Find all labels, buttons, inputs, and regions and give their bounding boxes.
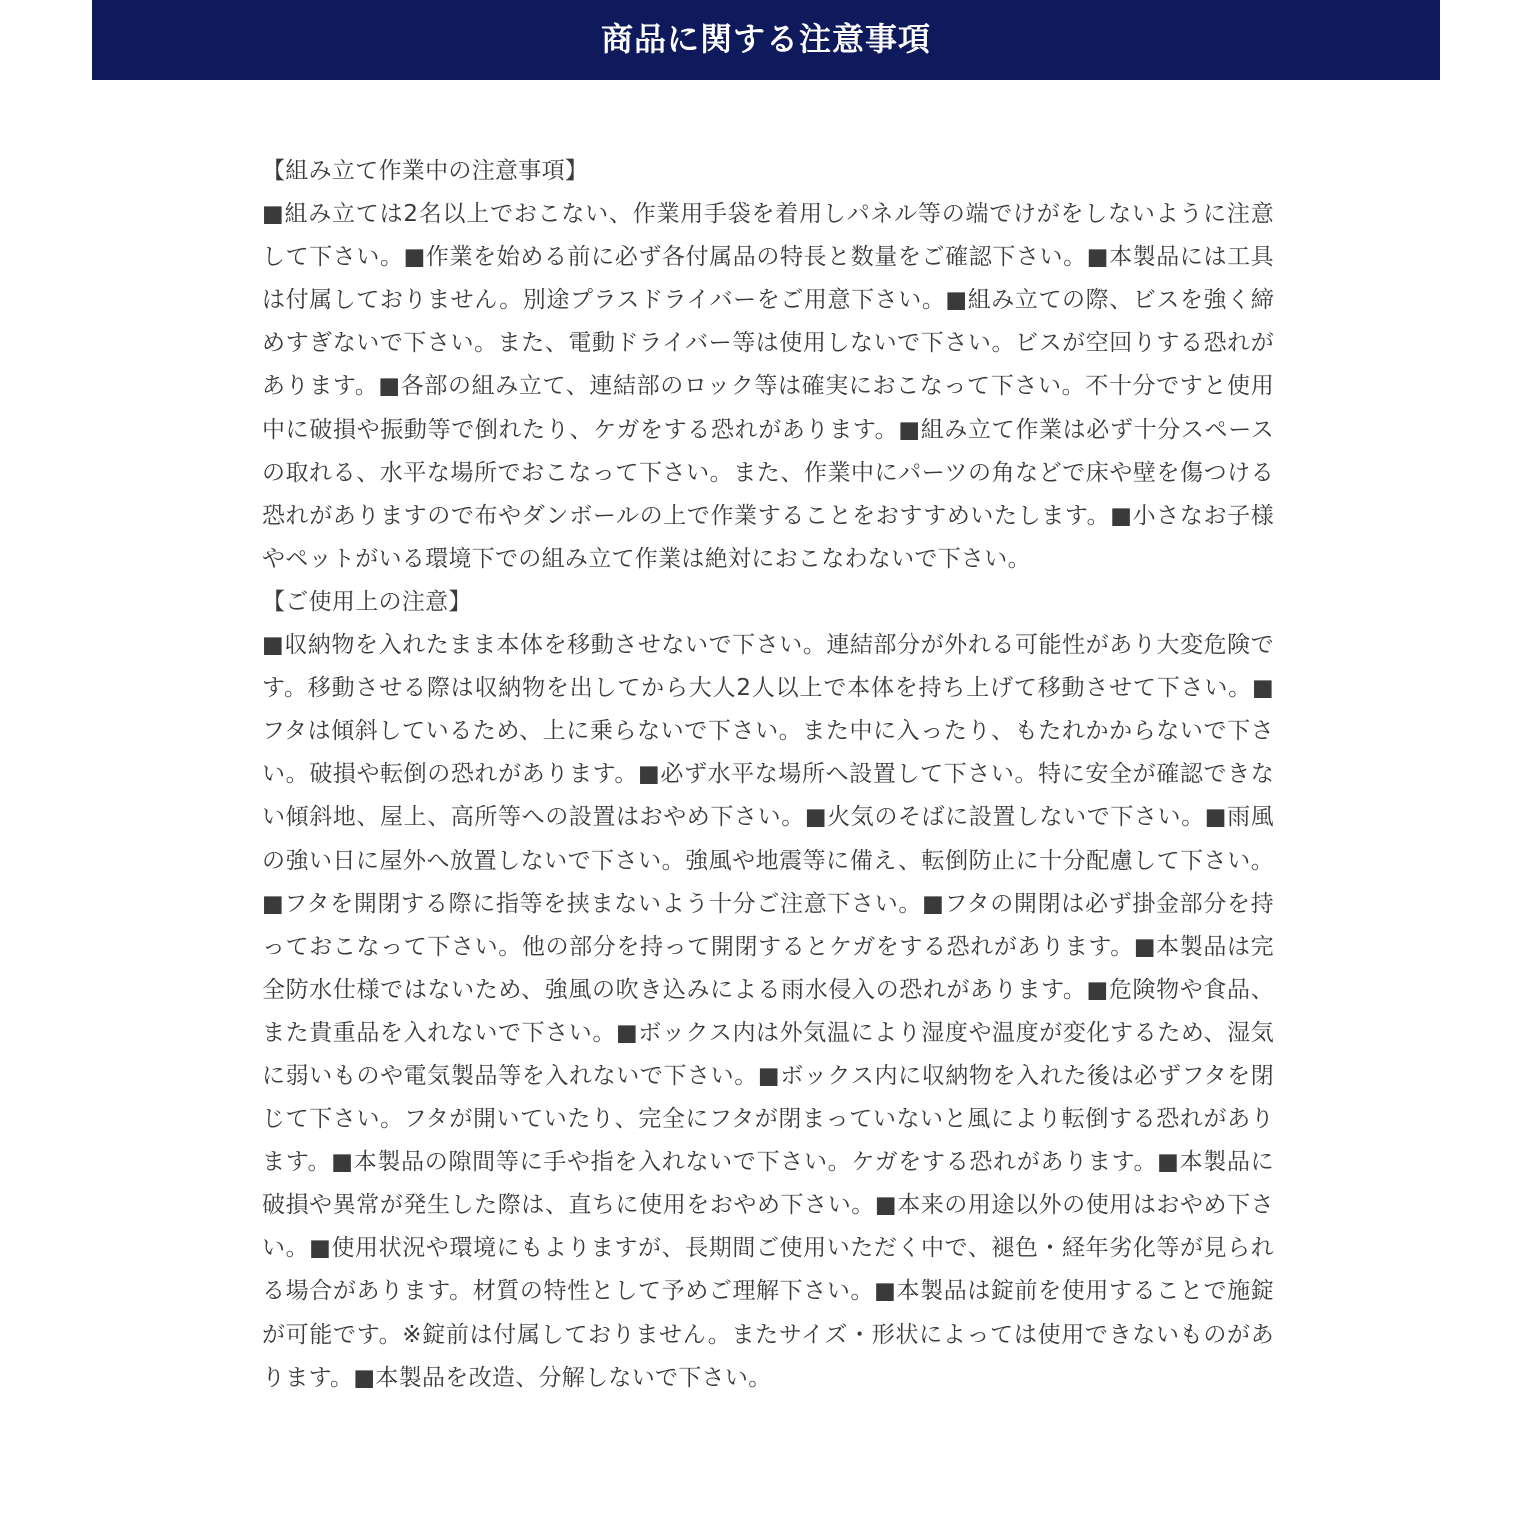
assembly-section	[262, 150, 1274, 581]
usage-section-body: ■収納物を入れたまま本体を移動させないで下さい。連結部分が外れる可能性があり大変危険です。移動させる際は収納物を出してから大人2人以上で本体を持ち上げて移動させて下さい。■フタは傾斜しているため、上に乗らないで下さい。また中に入ったり、もたれかからないで下さい。破損や転倒の恐れがあります。■必ず水平な場所へ設置して下さい。特に安全が確認できない傾斜地、屋上、高所等への設置はおやめ下さい。■火気のそばに設置しないで下さい。■雨風の強い日に屋外へ放置しないで下さい。強風や地震等に備え、転倒防止に十分配慮して下さい。■フタを開閉する際に指等を挟まないよう十分ご注意下さい。■フタの開閉は必ず掛金部分を持っておこなって下さい。他の部分を持って開閉するとケガをする恐れがあります。■本製品は完全防水仕様ではないため、強風の吹き込みによる雨水侵入の恐れがあります。■危険物や食品、また貴重品を入れないで下さい。■ボックス内は外気温により湿度や温度が変化するため、湿気に弱いものや電気製品等を入れないで下さい。■ボックス内に収納物を入れた後は必ずフタを閉じて下さい。フタが開いていたり、完全にフタが閉まっていないと風により転倒する恐れがあります。■本製品の隙間等に手や指を入れないで下さい。ケガをする恐れがあります。■本製品に破損や異常が発生した際は、直ちに使用をおやめ下さい。■本来の用途以外の使用はおやめ下さい。■使用状況や環境にもよりますが、長期間ご使用いただく中で、褪色・経年劣化等が見られる場合があります。材質の特性として予めご理解下さい。■本製品は錠前を使用することで施錠が可能です。※錠前は付属しておりません。またサイズ・形状によっては使用できないものがあります。■本製品を改造、分解しないで下さい。	[262, 632, 1274, 1391]
page-title: 商品に関する注意事項	[600, 20, 931, 58]
usage-section	[262, 581, 1274, 1400]
usage-section-title: 【ご使用上の注意】	[262, 588, 472, 615]
assembly-section-title: 【組み立て作業中の注意事項】	[262, 158, 589, 184]
header-bar	[92, 0, 1440, 80]
notice-content	[262, 150, 1274, 1400]
assembly-section-body: ■組み立ては2名以上でおこない、作業用手袋を着用しパネル等の端でけがをしないように注意して下さい。■作業を始める前に必ず各付属品の特長と数量をご確認下さい。■本製品には工具は付属しておりません。別途プラスドライバーをご用意下さい。■組み立ての際、ビスを強く締めすぎないで下さい。また、電動ドライバー等は使用しないで下さい。ビスが空回りする恐れがあります。■各部の組み立て、連結部のロック等は確実におこなって下さい。不十分ですと使用中に破損や振動等で倒れたり、ケガをする恐れがあります。■組み立て作業は必ず十分スペースの取れる、水平な場所でおこなって下さい。また、作業中にパーツの角などで床や壁を傷つける恐れがありますので布やダンボールの上で作業することをおすすめいたします。■小さなお子様やペットがいる環境下での組み立て作業は絶対におこなわないで下さい。	[262, 201, 1274, 572]
